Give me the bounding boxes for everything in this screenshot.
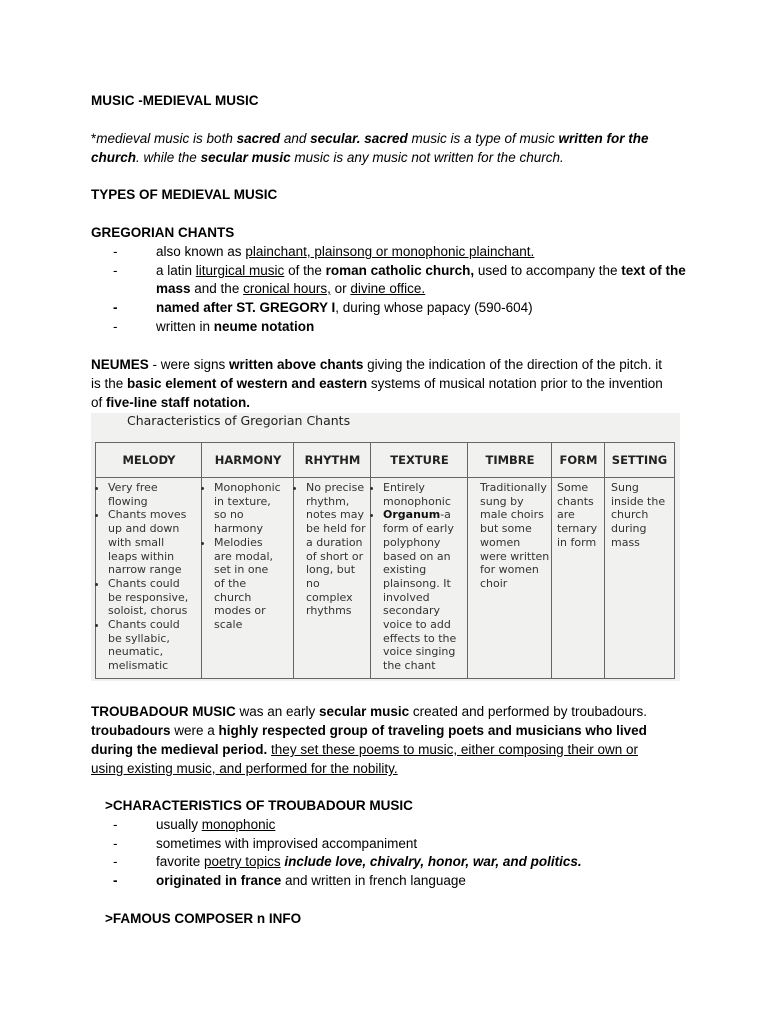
table-column-form — [552, 443, 605, 678]
table-header-cell: TIMBRE — [485, 453, 535, 467]
intro-text: . while the — [136, 150, 201, 165]
troubadour-text: troubadours — [91, 723, 171, 738]
table-column-setting — [605, 443, 676, 678]
gregorian-chants-table-image — [91, 413, 680, 681]
list-text: or — [330, 281, 351, 296]
table-header-cell: FORM — [559, 453, 598, 467]
table-cell-text: Traditionally sung by male choirs but some women were written for women choir — [480, 481, 550, 590]
neumes-text: written above chants — [229, 357, 364, 372]
list-text: monophonic — [201, 817, 276, 832]
table-column-harmony — [202, 443, 294, 678]
dash-bullet: - — [113, 836, 118, 851]
organum-term: Organum — [383, 508, 441, 522]
table-header-cell: MELODY — [122, 453, 176, 467]
neumes-line-2 — [91, 375, 663, 393]
troubadour-text: during the medieval period. — [91, 742, 268, 757]
neumes-text: systems of musical notation prior to the invention — [367, 376, 663, 391]
table-column-timbre — [468, 443, 552, 678]
neumes-line-1 — [91, 356, 662, 374]
table-cell-text: Some chants are ternary in form — [557, 481, 598, 549]
gregorian-heading: GREGORIAN CHANTS — [91, 225, 235, 240]
table-header-cell: RHYTHM — [304, 453, 361, 467]
intro-text: music is a type of music — [407, 131, 559, 146]
troubadour-line-4 — [91, 760, 398, 778]
intro-line-1 — [91, 130, 649, 148]
table-cell-item: • Monophonic in texture, so no harmony — [214, 481, 280, 536]
table-cell-form — [557, 481, 603, 550]
table-cell-item: • Chants moves up and down with small leaps within narrow range — [108, 508, 196, 577]
list-text: sometimes with improvised accompaniment — [156, 836, 418, 851]
dash-bullet: - — [113, 244, 118, 259]
intro-text: and — [280, 131, 311, 146]
table-cell-item: • No precise rhythm, notes may be held for a duration of short or long, but no complex rhythms — [306, 481, 366, 618]
list-text: cronical hours, — [243, 281, 331, 296]
intro-line-2 — [91, 149, 564, 167]
troubadour-text: using existing music, and performed for the nobility. — [91, 761, 398, 776]
table-header-cell: SETTING — [611, 453, 668, 467]
list-text: usually — [156, 817, 202, 832]
intro-text: sacred — [236, 131, 281, 146]
list-text: poetry topics — [204, 854, 281, 869]
table-title: Characteristics of Gregorian Chants — [127, 413, 351, 428]
characteristics-heading: >CHARACTERISTICS OF TROUBADOUR MUSIC — [105, 798, 413, 813]
table-cell-item: • Entirely monophonic — [383, 481, 464, 508]
dash-bullet: - — [113, 300, 118, 315]
list-text: named after ST. GREGORY I — [156, 300, 336, 315]
troubadour-line-2 — [91, 722, 647, 740]
troubadour-text: they set these poems to music, either composing their own or — [271, 742, 638, 757]
organum-definition: -a form of early polyphony based on an existing plainsong. It involved secondary voice to add effects to the voice singing the chant — [383, 508, 457, 673]
table-cell-item: • Chants could be syllabic, neumatic, melismatic — [108, 618, 196, 673]
table-cell-item: • Chants could be responsive, soloist, chorus — [108, 577, 196, 618]
neumes-text: - were signs — [148, 357, 230, 372]
dash-bullet: - — [113, 319, 118, 334]
list-text: divine office. — [350, 281, 426, 296]
dash-bullet: - — [113, 263, 118, 278]
neumes-text: five-line staff notation. — [106, 395, 251, 410]
neumes-text: of — [91, 395, 107, 410]
intro-text: medieval music is both — [96, 131, 237, 146]
neumes-line-3 — [91, 394, 250, 412]
list-text: mass — [156, 281, 191, 296]
list-text: roman catholic church, — [325, 263, 475, 278]
list-text: used to accompany the — [474, 263, 622, 278]
list-text: neume notation — [213, 319, 315, 334]
list-text: of the — [284, 263, 326, 278]
list-text: and written in french language — [281, 873, 466, 888]
neumes-text: basic element of western and eastern — [127, 376, 368, 391]
table-cell-melody — [96, 481, 196, 673]
table-cell-harmony — [202, 481, 280, 632]
table-cell-setting — [611, 481, 671, 550]
list-text: originated in france — [156, 873, 282, 888]
list-text: also known as — [156, 244, 246, 259]
troubadour-text: highly respected group of traveling poets and musicians who lived — [218, 723, 647, 738]
intro-text: music is any music not written for the church. — [290, 150, 564, 165]
composer-heading: >FAMOUS COMPOSER n INFO — [105, 911, 302, 926]
table-column-rhythm — [294, 443, 371, 678]
dash-bullet: - — [113, 873, 118, 888]
intro-text: written for the — [558, 131, 649, 146]
list-text: favorite — [156, 854, 205, 869]
dash-bullet: - — [113, 817, 118, 832]
list-text: liturgical music — [195, 263, 285, 278]
troubadour-text: were a — [170, 723, 219, 738]
dash-bullet: - — [113, 854, 118, 869]
troubadour-text: was an early — [235, 704, 320, 719]
intro-text: secular. sacred — [310, 131, 408, 146]
list-text: , during whose papacy (590-604) — [335, 300, 533, 315]
table-cell-item: • Very free flowing — [108, 481, 196, 508]
types-heading: TYPES OF MEDIEVAL MUSIC — [91, 187, 278, 202]
troubadour-text: secular music — [319, 704, 410, 719]
neumes-text: is the — [91, 376, 128, 391]
troubadour-text: TROUBADOUR MUSIC — [91, 704, 236, 719]
table-column-melody — [96, 443, 202, 678]
list-text: a latin — [156, 263, 196, 278]
intro-text: secular music — [200, 150, 291, 165]
list-text: text of the — [621, 263, 686, 278]
list-text: include love, chivalry, honor, war, and politics. — [280, 854, 582, 869]
table-cell-texture — [371, 481, 464, 673]
characteristics-table — [95, 442, 675, 679]
table-header-cell: TEXTURE — [390, 453, 449, 467]
list-text: plainchant, plainsong or monophonic plainchant. — [245, 244, 535, 259]
table-cell-rhythm — [294, 481, 366, 618]
table-cell-timbre — [480, 481, 550, 591]
table-cell-item: • Melodies are modal, set in one of the church modes or scale — [214, 536, 280, 632]
neumes-text: giving the indication of the direction of the pitch. it — [363, 357, 663, 372]
intro-text: church — [91, 150, 137, 165]
list-text: written in — [156, 319, 214, 334]
list-text: and the — [190, 281, 244, 296]
neumes-text: NEUMES — [91, 357, 149, 372]
troubadour-line-1 — [91, 703, 647, 721]
table-column-texture — [371, 443, 468, 678]
table-cell-item — [383, 508, 464, 672]
table-cell-text: Sung inside the church during mass — [611, 481, 666, 549]
table-header-cell: HARMONY — [214, 453, 282, 467]
intro-text: * — [91, 131, 97, 146]
page-title: MUSIC -MEDIEVAL MUSIC — [91, 93, 259, 108]
troubadour-text: created and performed by troubadours. — [409, 704, 648, 719]
troubadour-line-3 — [91, 741, 638, 759]
